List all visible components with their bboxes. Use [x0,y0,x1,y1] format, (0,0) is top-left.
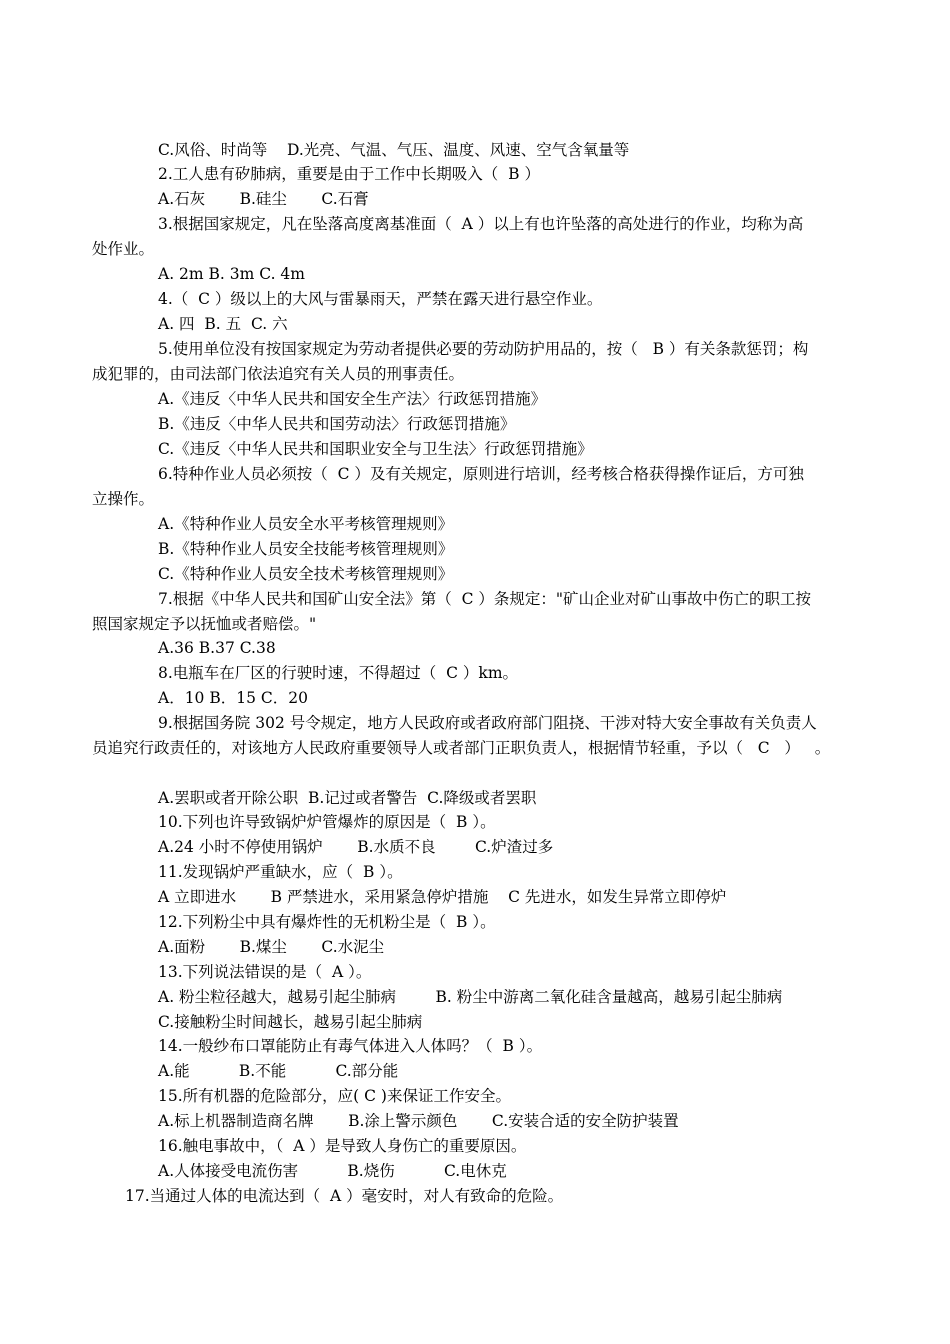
option-line: A.《违反〈中华人民共和国安全生产法〉行政惩罚措施》 [158,390,547,408]
question-15: 15.所有机器的危险部分，应( C )来保证工作安全。 [158,1087,511,1105]
option-line: A.人体接受电流伤害 B.烧伤 C.电休克 [158,1162,507,1180]
option-line: A. 四 B. 五 C. 六 [158,315,288,333]
option-line: A.标上机器制造商名牌 B.涂上警示颜色 C.安装合适的安全防护装置 [158,1112,679,1130]
option-line: A．10 B．15 C．20 [158,689,308,707]
option-line: A.能 B.不能 C.部分能 [158,1062,399,1080]
option-line: A.罢职或者开除公职 B.记过或者警告 C.降级或者罢职 [158,789,537,807]
question-5: 5.使用单位没有按国家规定为劳动者提供必要的劳动防护用品的，按（ B ）有关条款惩罚；构 [158,340,809,358]
option-line: A.《特种作业人员安全水平考核管理规则》 [158,515,454,533]
question-17: 17.当通过人体的电流达到（ A ）毫安时，对人有致命的危险。 [125,1187,564,1205]
option-line: B.《违反〈中华人民共和国劳动法〉行政惩罚措施》 [158,415,516,433]
question-3-cont: 处作业。 [92,240,155,258]
question-14: 14.一般纱布口罩能防止有毒气体进入人体吗？（ B ）。 [158,1037,543,1055]
question-9: 9.根据国务院 302 号令规定，地方人民政府或者政府部门阻挠、干涉对特大安全事故有关负责人 [158,714,817,732]
question-7: 7.根据《中华人民共和国矿山安全法》第（ C ）条规定："矿山企业对矿山事故中伤亡的职工按 [158,590,812,608]
option-line: C.《特种作业人员安全技术考核管理规则》 [158,565,454,583]
question-5-cont: 成犯罪的，由司法部门依法追究有关人员的刑事责任。 [92,365,465,383]
option-line: C.风俗、时尚等 D.光亮、气温、气压、温度、风速、空气含氧量等 [158,141,630,159]
question-2: 2.工人患有矽肺病，重要是由于工作中长期吸入（ B ） [158,165,540,183]
question-12: 12.下列粉尘中具有爆炸性的无机粉尘是（ B ）。 [158,913,496,931]
option-line: B.《特种作业人员安全技能考核管理规则》 [158,540,454,558]
question-16: 16.触电事故中，（ A ）是导致人身伤亡的重要原因。 [158,1137,527,1155]
option-line: C.接触粉尘时间越长，越易引起尘肺病 [158,1013,423,1031]
option-line: A. 2m B. 3m C. 4m [158,265,305,283]
question-4: 4.（ C ）级以上的大风与雷暴雨天，严禁在露天进行悬空作业。 [158,290,603,308]
option-line: A.24 小时不停使用锅炉 B.水质不良 C.炉渣过多 [158,838,554,856]
option-line: A. 粉尘粒径越大，越易引起尘肺病 B. 粉尘中游离二氧化硅含量越高，越易引起尘肺病 [158,988,783,1006]
question-11: 11.发现锅炉严重缺水，应（ B ）。 [158,863,403,881]
option-line: A 立即进水 B 严禁进水，采用紧急停炉措施 C 先进水，如发生异常立即停炉 [158,888,727,906]
option-line: A.面粉 B.煤尘 C.水泥尘 [158,938,385,956]
question-8: 8.电瓶车在厂区的行驶时速，不得超过（ C ）km。 [158,664,519,682]
question-9-cont: 员追究行政责任的，对该地方人民政府重要领导人或者部门正职负责人，根据情节轻重，予以（ C ） 。 [92,739,831,757]
option-line: A.36 B.37 C.38 [158,639,276,657]
question-6-cont: 立操作。 [92,490,155,508]
question-7-cont: 照国家规定予以抚恤或者赔偿。" [92,615,317,633]
option-line: C.《违反〈中华人民共和国职业安全与卫生法〉行政惩罚措施》 [158,440,593,458]
question-13: 13.下列说法错误的是（ A ）。 [158,963,372,981]
option-line: A.石灰 B.硅尘 C.石膏 [158,190,369,208]
question-3: 3.根据国家规定，凡在坠落高度离基准面（ A ）以上有也许坠落的高处进行的作业，均称为高 [158,215,804,233]
question-6: 6.特种作业人员必须按（ C ）及有关规定，原则进行培训，经考核合格获得操作证后，方可独 [158,465,804,483]
question-10: 10.下列也许导致锅炉炉管爆炸的原因是（ B ）。 [158,813,496,831]
